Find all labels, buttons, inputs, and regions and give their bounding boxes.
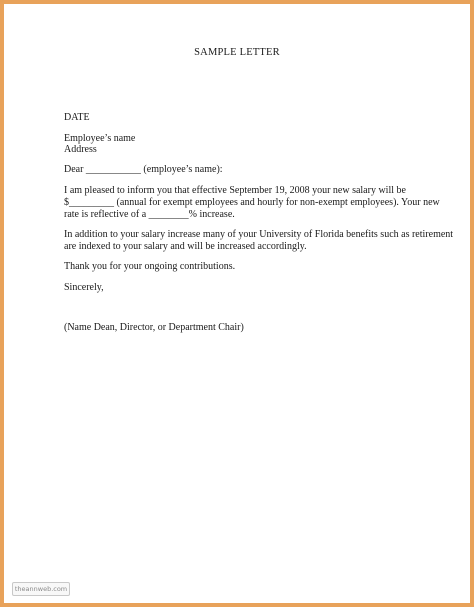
employee-name-line: Employee’s name bbox=[64, 133, 136, 144]
paragraph-1-line-1: I am pleased to inform you that effective September 19, 2008 your new salary will be bbox=[64, 185, 406, 196]
date-line: DATE bbox=[64, 112, 90, 123]
signature-line: (Name Dean, Director, or Department Chair) bbox=[64, 322, 244, 333]
salutation: Dear ___________ (employee’s name): bbox=[64, 164, 223, 175]
letter-page bbox=[4, 4, 470, 603]
letter-title: SAMPLE LETTER bbox=[194, 47, 280, 58]
paragraph-1-line-2: $_________ (annual for exempt employees and hourly for non-exempt employees). Your new bbox=[64, 197, 440, 208]
paragraph-2-line-1: In addition to your salary increase many of your University of Florida benefits such as retirement bbox=[64, 229, 454, 240]
watermark-badge: theannweb.com bbox=[12, 582, 70, 596]
address-line: Address bbox=[64, 144, 97, 155]
paragraph-1-line-3: rate is reflective of a ________% increase. bbox=[64, 209, 235, 220]
closing: Sincerely, bbox=[64, 282, 104, 293]
paragraph-3: Thank you for your ongoing contributions. bbox=[64, 261, 236, 272]
paragraph-2-line-2: are indexed to your salary and will be increased accordingly. bbox=[64, 241, 307, 252]
